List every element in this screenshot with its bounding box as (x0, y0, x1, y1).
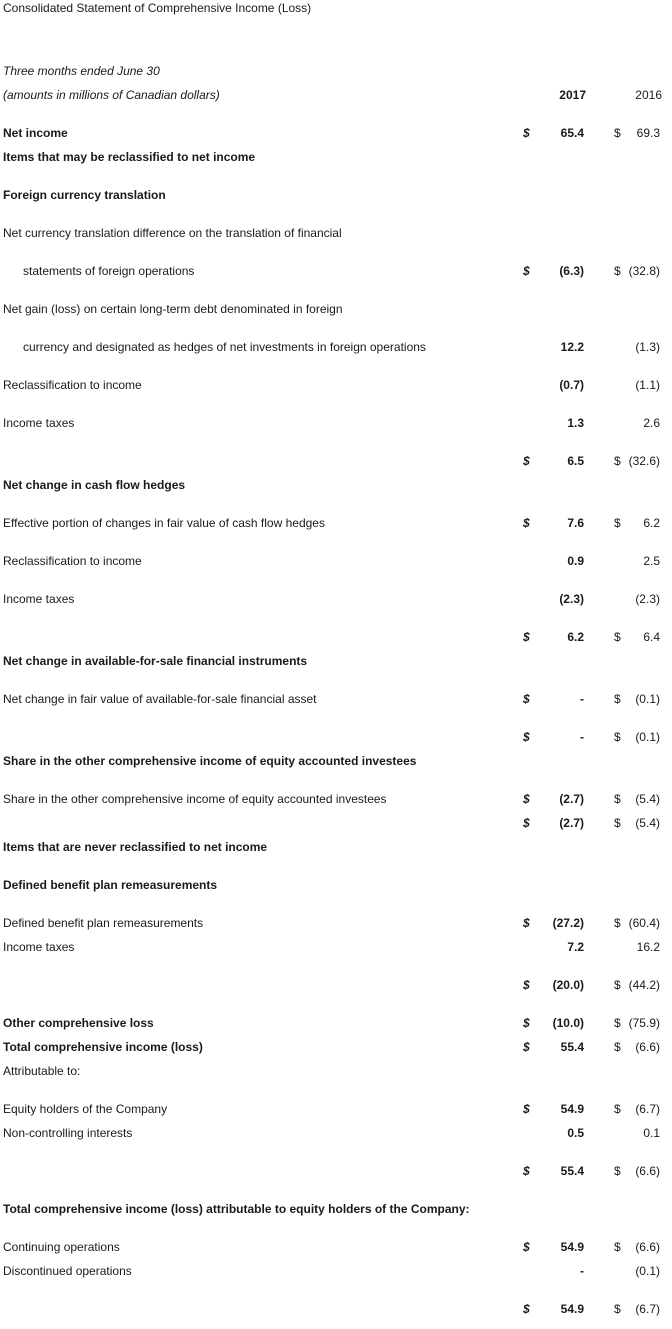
statement-row (0, 339, 672, 355)
value-2017: 12.2 (560, 340, 584, 354)
statement-row (0, 1063, 672, 1079)
value-2016: (1.1) (635, 378, 660, 392)
currency-2017: $ (523, 1302, 530, 1316)
value-2017: 54.9 (560, 1240, 584, 1254)
currency-2017: $ (523, 692, 530, 706)
subtotal-row (0, 1163, 672, 1179)
row-label: Net income (3, 126, 68, 140)
value-2017: 7.6 (567, 516, 584, 530)
period-header-row (0, 63, 672, 79)
currency-2016: $ (614, 264, 621, 278)
statement-row (0, 187, 672, 203)
statement-row (0, 477, 672, 493)
value-2017: (2.7) (559, 816, 584, 830)
value-2016: (6.7) (635, 1102, 660, 1116)
value-2016: (44.2) (628, 978, 660, 992)
value-2016: (5.4) (635, 816, 660, 830)
statement-row (0, 591, 672, 607)
row-label: Share in the other comprehensive income of equity accounted investees (3, 792, 387, 806)
column-header-2016: 2016 (635, 88, 662, 102)
value-2016: 2.6 (643, 416, 660, 430)
row-label: Defined benefit plan remeasurements (3, 878, 218, 892)
currency-2016: $ (614, 916, 621, 930)
row-label: Non-controlling interests (3, 1126, 133, 1140)
row-label: Income taxes (3, 940, 75, 954)
statement-row (0, 753, 672, 769)
value-2016: 2.5 (643, 554, 660, 568)
currency-2016: $ (614, 730, 621, 744)
statement-row (0, 415, 672, 431)
column-header-2017: 2017 (559, 88, 586, 102)
statement-title: Consolidated Statement of Comprehensive Income (Loss) (3, 1, 312, 15)
currency-2017: $ (523, 916, 530, 930)
row-label: Net change in fair value of available-for-sale financial asset (3, 692, 317, 706)
statement-row (0, 877, 672, 893)
row-label: Effective portion of changes in fair value of cash flow hedges (3, 516, 325, 530)
value-2017: 6.2 (567, 630, 584, 644)
statement-row (0, 839, 672, 855)
value-2017: - (580, 692, 584, 706)
currency-2016: $ (614, 630, 621, 644)
row-label: Defined benefit plan remeasurements (3, 916, 204, 930)
currency-2016: $ (614, 126, 621, 140)
currency-2017: $ (523, 454, 530, 468)
value-2016: (6.6) (635, 1164, 660, 1178)
row-label: Net change in cash flow hedges (3, 478, 186, 492)
statement-row (0, 263, 672, 279)
currency-2017: $ (523, 1040, 530, 1054)
row-label: Items that are never reclassified to net income (3, 840, 268, 854)
statement-row (0, 301, 672, 317)
statement-row (0, 653, 672, 669)
row-label: Total comprehensive income (loss) (3, 1040, 203, 1054)
statement-row (0, 939, 672, 955)
currency-2016: $ (614, 454, 621, 468)
currency-2017: $ (523, 1102, 530, 1116)
value-2017: 55.4 (560, 1040, 584, 1054)
subtotal-row (0, 629, 672, 645)
currency-2017: $ (523, 730, 530, 744)
units-label: (amounts in millions of Canadian dollars) (3, 88, 220, 102)
value-2016: (0.1) (635, 1264, 660, 1278)
statement-row (0, 515, 672, 531)
statement-row (0, 691, 672, 707)
currency-2016: $ (614, 1016, 621, 1030)
statement-row (0, 1263, 672, 1279)
statement-row (0, 1039, 672, 1055)
units-header-row (0, 87, 672, 103)
statement-row (0, 1125, 672, 1141)
subtotal-row (0, 815, 672, 831)
value-2016: 69.3 (636, 126, 660, 140)
row-label: Continuing operations (3, 1240, 120, 1254)
value-2016: (32.8) (628, 264, 660, 278)
value-2016: (2.3) (635, 592, 660, 606)
row-label: Discontinued operations (3, 1264, 132, 1278)
statement-row (0, 1101, 672, 1117)
value-2016: 16.2 (636, 940, 660, 954)
currency-2016: $ (614, 692, 621, 706)
value-2017: 55.4 (560, 1164, 584, 1178)
statement-row (0, 915, 672, 931)
subtotal-row (0, 729, 672, 745)
value-2017: - (580, 1264, 584, 1278)
value-2016: (0.1) (635, 692, 660, 706)
currency-2016: $ (614, 792, 621, 806)
subtotal-row (0, 977, 672, 993)
value-2017: 0.5 (567, 1126, 584, 1140)
statement-row (0, 225, 672, 241)
currency-2016: $ (614, 516, 621, 530)
value-2016: (0.1) (635, 730, 660, 744)
value-2017: 1.3 (567, 416, 584, 430)
row-label: Net change in available-for-sale financial instruments (3, 654, 308, 668)
subtotal-row (0, 1301, 672, 1317)
value-2016: 6.2 (643, 516, 660, 530)
value-2017: 0.9 (567, 554, 584, 568)
value-2016: (6.7) (635, 1302, 660, 1316)
currency-2017: $ (523, 816, 530, 830)
period-label: Three months ended June 30 (3, 64, 160, 78)
value-2016: 6.4 (643, 630, 660, 644)
value-2017: (27.2) (552, 916, 584, 930)
row-label: Share in the other comprehensive income of equity accounted investees (3, 754, 417, 768)
row-label: Equity holders of the Company (3, 1102, 168, 1116)
currency-2017: $ (523, 792, 530, 806)
row-label: Other comprehensive loss (3, 1016, 154, 1030)
value-2017: (2.7) (559, 792, 584, 806)
currency-2016: $ (614, 1164, 621, 1178)
row-label: Attributable to: (3, 1064, 81, 1078)
statement-row (0, 791, 672, 807)
value-2016: (6.6) (635, 1040, 660, 1054)
currency-2016: $ (614, 1240, 621, 1254)
row-label: currency and designated as hedges of net investments in foreign operations (23, 340, 426, 354)
value-2016: (32.6) (628, 454, 660, 468)
value-2016: (60.4) (628, 916, 660, 930)
value-2017: (2.3) (559, 592, 584, 606)
row-label: Items that may be reclassified to net income (3, 150, 256, 164)
row-label: Net currency translation difference on the translation of financial (3, 226, 342, 240)
value-2016: (5.4) (635, 792, 660, 806)
currency-2017: $ (523, 516, 530, 530)
row-label: Reclassification to income (3, 378, 142, 392)
currency-2017: $ (523, 630, 530, 644)
value-2017: 65.4 (560, 126, 584, 140)
subtotal-row (0, 453, 672, 469)
currency-2016: $ (614, 978, 621, 992)
currency-2016: $ (614, 816, 621, 830)
row-label: Net gain (loss) on certain long-term debt denominated in foreign (3, 302, 343, 316)
statement-row (0, 377, 672, 393)
currency-2017: $ (523, 264, 530, 278)
value-2016: (1.3) (635, 340, 660, 354)
row-label: Income taxes (3, 416, 75, 430)
statement-row (0, 1239, 672, 1255)
value-2016: (6.6) (635, 1240, 660, 1254)
statement-row (0, 149, 672, 165)
row-label: statements of foreign operations (23, 264, 195, 278)
statement-row (0, 125, 672, 141)
statement-row (0, 1201, 672, 1217)
currency-2016: $ (614, 1302, 621, 1316)
statement-row (0, 1015, 672, 1031)
value-2017: 7.2 (567, 940, 584, 954)
currency-2017: $ (523, 1164, 530, 1178)
value-2016: (75.9) (628, 1016, 660, 1030)
currency-2017: $ (523, 1240, 530, 1254)
value-2017: (10.0) (552, 1016, 584, 1030)
row-label: Total comprehensive income (loss) attributable to equity holders of the Company: (3, 1202, 470, 1216)
currency-2016: $ (614, 1102, 621, 1116)
currency-2017: $ (523, 978, 530, 992)
value-2016: 0.1 (643, 1126, 660, 1140)
row-label: Income taxes (3, 592, 75, 606)
value-2017: (20.0) (552, 978, 584, 992)
value-2017: 54.9 (560, 1102, 584, 1116)
value-2017: - (580, 730, 584, 744)
row-label: Reclassification to income (3, 554, 142, 568)
row-label: Foreign currency translation (3, 188, 166, 202)
statement-row (0, 553, 672, 569)
value-2017: 54.9 (560, 1302, 584, 1316)
currency-2017: $ (523, 1016, 530, 1030)
value-2017: (6.3) (559, 264, 584, 278)
value-2017: (0.7) (559, 378, 584, 392)
currency-2016: $ (614, 1040, 621, 1054)
currency-2017: $ (523, 126, 530, 140)
value-2017: 6.5 (567, 454, 584, 468)
